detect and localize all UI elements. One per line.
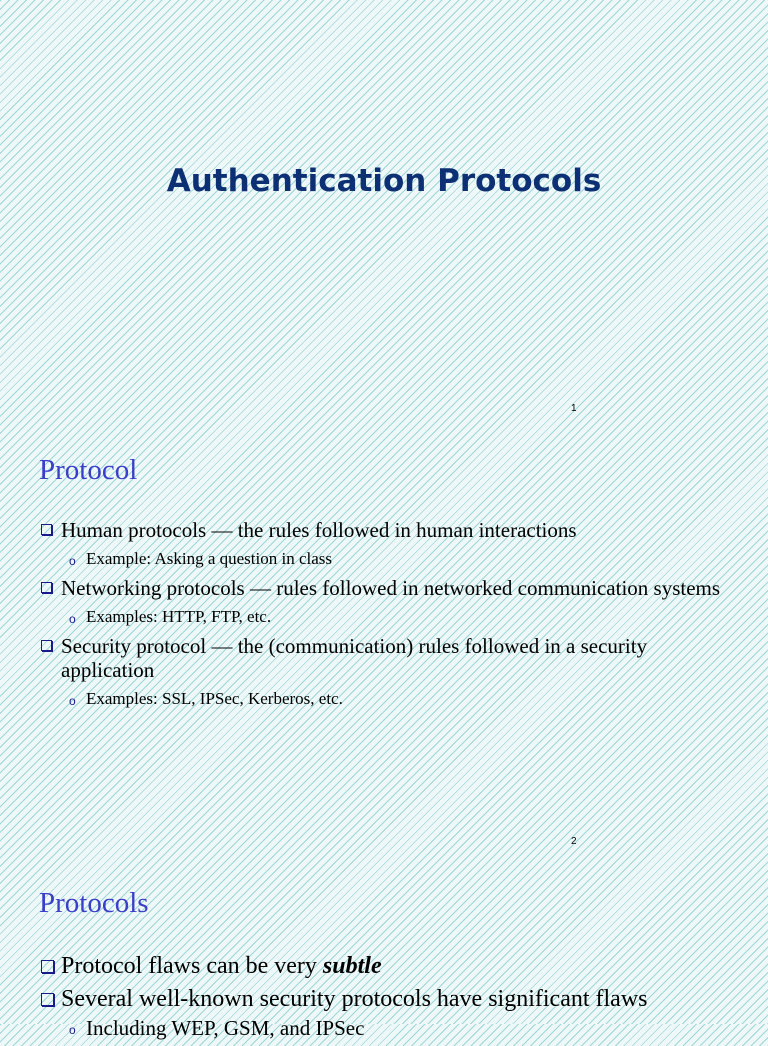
bullet-text: Several well-known security protocols have significant flaws (61, 986, 648, 1012)
sub-bullet-text: Examples: SSL, IPSec, Kerberos, etc. (86, 689, 343, 708)
bullet-text: Networking protocols — rules followed in networked communication systems (61, 576, 721, 600)
sub-bullet-item (40, 548, 730, 570)
bullet-item (40, 983, 730, 1016)
sub-bullet-item (40, 688, 730, 710)
emphasis-text: subtle (322, 953, 382, 979)
bullet-item (40, 950, 730, 983)
sub-bullet-item (40, 1016, 730, 1040)
circle-bullet-icon: o (69, 1023, 76, 1037)
sub-bullet-item (40, 606, 730, 628)
square-bullet-icon (41, 960, 54, 973)
circle-bullet-icon: o (69, 612, 76, 626)
slide-heading: Protocol (39, 454, 138, 486)
bullet-item (40, 634, 730, 682)
page-number: 2 (571, 836, 577, 847)
slide-1 (0, 0, 768, 432)
circle-bullet-icon: o (69, 694, 76, 708)
bullet-text: Protocol flaws can be very (61, 953, 323, 979)
slide-title: Authentication Protocols (166, 163, 602, 199)
square-bullet-icon (41, 524, 52, 535)
circle-bullet-icon: o (69, 554, 76, 568)
square-bullet-icon (41, 582, 52, 593)
slide-heading: Protocols (39, 887, 149, 919)
bullet-list (40, 516, 730, 716)
sub-bullet-text: Example: Asking a question in class (86, 549, 332, 568)
sub-bullet-text: Examples: HTTP, FTP, etc. (86, 607, 272, 626)
sub-bullet-text: Including WEP, GSM, and IPSec (86, 1016, 365, 1040)
bullet-text: Human protocols — the rules followed in human interactions (61, 518, 577, 542)
square-bullet-icon (41, 993, 54, 1006)
square-bullet-icon (41, 640, 52, 651)
slide-3 (0, 865, 768, 1040)
bullet-list (40, 950, 730, 1046)
bullet-item (40, 518, 730, 542)
bullet-item (40, 576, 730, 600)
page-number: 1 (571, 403, 577, 414)
slide-2 (0, 432, 768, 865)
bullet-text: Security protocol — the (communication) rules followed in a security application (61, 634, 648, 682)
